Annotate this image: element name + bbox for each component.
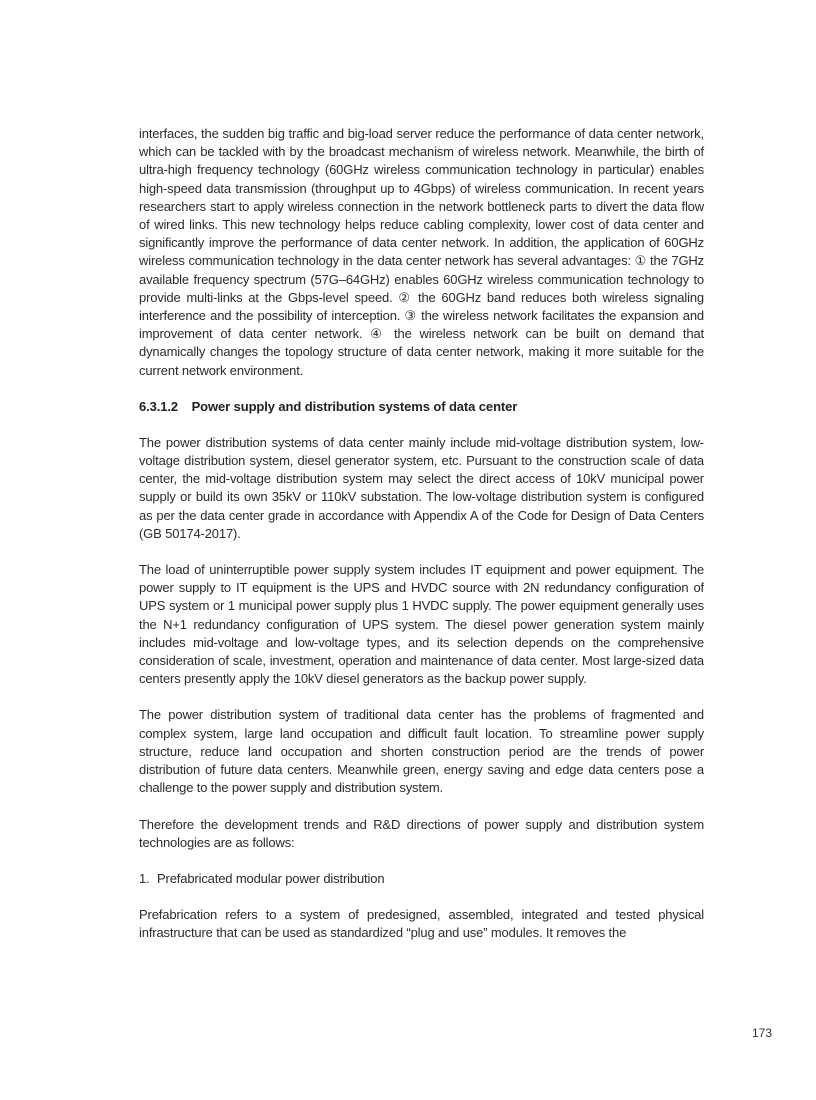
paragraph-power-distribution-systems: The power distribution systems of data center mainly include mid-voltage distribution system, low-voltage distribution system, diesel generator system, etc. Pursuant to the construction scale of data center, the mid-voltage distribution system may select the direct access of 10kV municipal power supply or build its own 35kV or 110kV substation. The low-voltage distribution system is configured as per the data center grade in accordance with Appendix A of the Code for Design of Data Centers (GB 50174-2017). xyxy=(139,434,704,541)
section-heading xyxy=(139,398,704,416)
section-title: Power supply and distribution systems of data center xyxy=(191,398,518,414)
list-number: 1. xyxy=(139,870,150,886)
paragraph-ups-load: The load of uninterruptible power supply system includes IT equipment and power equipment. The power supply to IT equipment is the UPS and HVDC source with 2N redundancy configuration of UPS system or 1 municipal power supply plus 1 HVDC supply. The power equipment generally uses the N+1 redundancy configuration of UPS system. The diesel power generation system mainly includes mid-voltage and low-voltage types, and its selection depends on the comprehensive consideration of scale, investment, operation and maintenance of data center. Most large-sized data centers presently apply the 10kV diesel generators as the backup power supply. xyxy=(139,562,704,687)
page-content xyxy=(139,125,704,942)
section-number: 6.3.1.2 xyxy=(139,398,179,414)
list-heading xyxy=(139,870,704,888)
paragraph-traditional-problems: The power distribution system of traditional data center has the problems of fragmented and complex system, large land occupation and difficult fault location. To streamline power supply structure, reduce land occupation and shorten construction period are the trends of power distribution of future data centers. Meanwhile green, energy saving and edge data centers pose a challenge to the power supply and distribution system. xyxy=(139,707,704,796)
paragraph-prefabrication: Prefabrication refers to a system of predesigned, assembled, integrated and tested physical infrastructure that can be used as standardized “plug and use” modules. It removes the xyxy=(139,906,704,941)
list-title: Prefabricated modular power distribution xyxy=(157,870,385,886)
paragraph-wireless-network: interfaces, the sudden big traffic and big-load server reduce the performance of data center network, which can be tackled with by the broadcast mechanism of wireless network. Meanwhile, the birth of ultra-high frequency technology (60GHz wireless communication technology in particular) enables high-speed data transmission (throughput up to 4Gbps) of wireless communication. In recent years researchers start to apply wireless connection in the network bottleneck parts to divert the data flow of wired links. This new technology helps reduce cabling complexity, lower cost of data center and significantly improve the performance of data center network. In addition, the application of 60GHz wireless communication technology in the data center network has several advantages: ① the 7GHz available frequency spectrum (57G–64GHz) enables 60GHz wireless communication technology to provide multi-links at the Gbps-level speed. ② the 60GHz band reduces both wireless signaling interference and the possibility of interception. ③ the wireless network facilitates the expansion and improvement of data center network. ④ the wireless network can be built on demand that dynamically changes the topology structure of data center network, making it more suitable for the current network environment. xyxy=(139,126,704,378)
paragraph-development-trends: Therefore the development trends and R&D directions of power supply and distribution system technologies are as follows: xyxy=(139,816,704,850)
page-number: 173 xyxy=(752,1026,773,1040)
